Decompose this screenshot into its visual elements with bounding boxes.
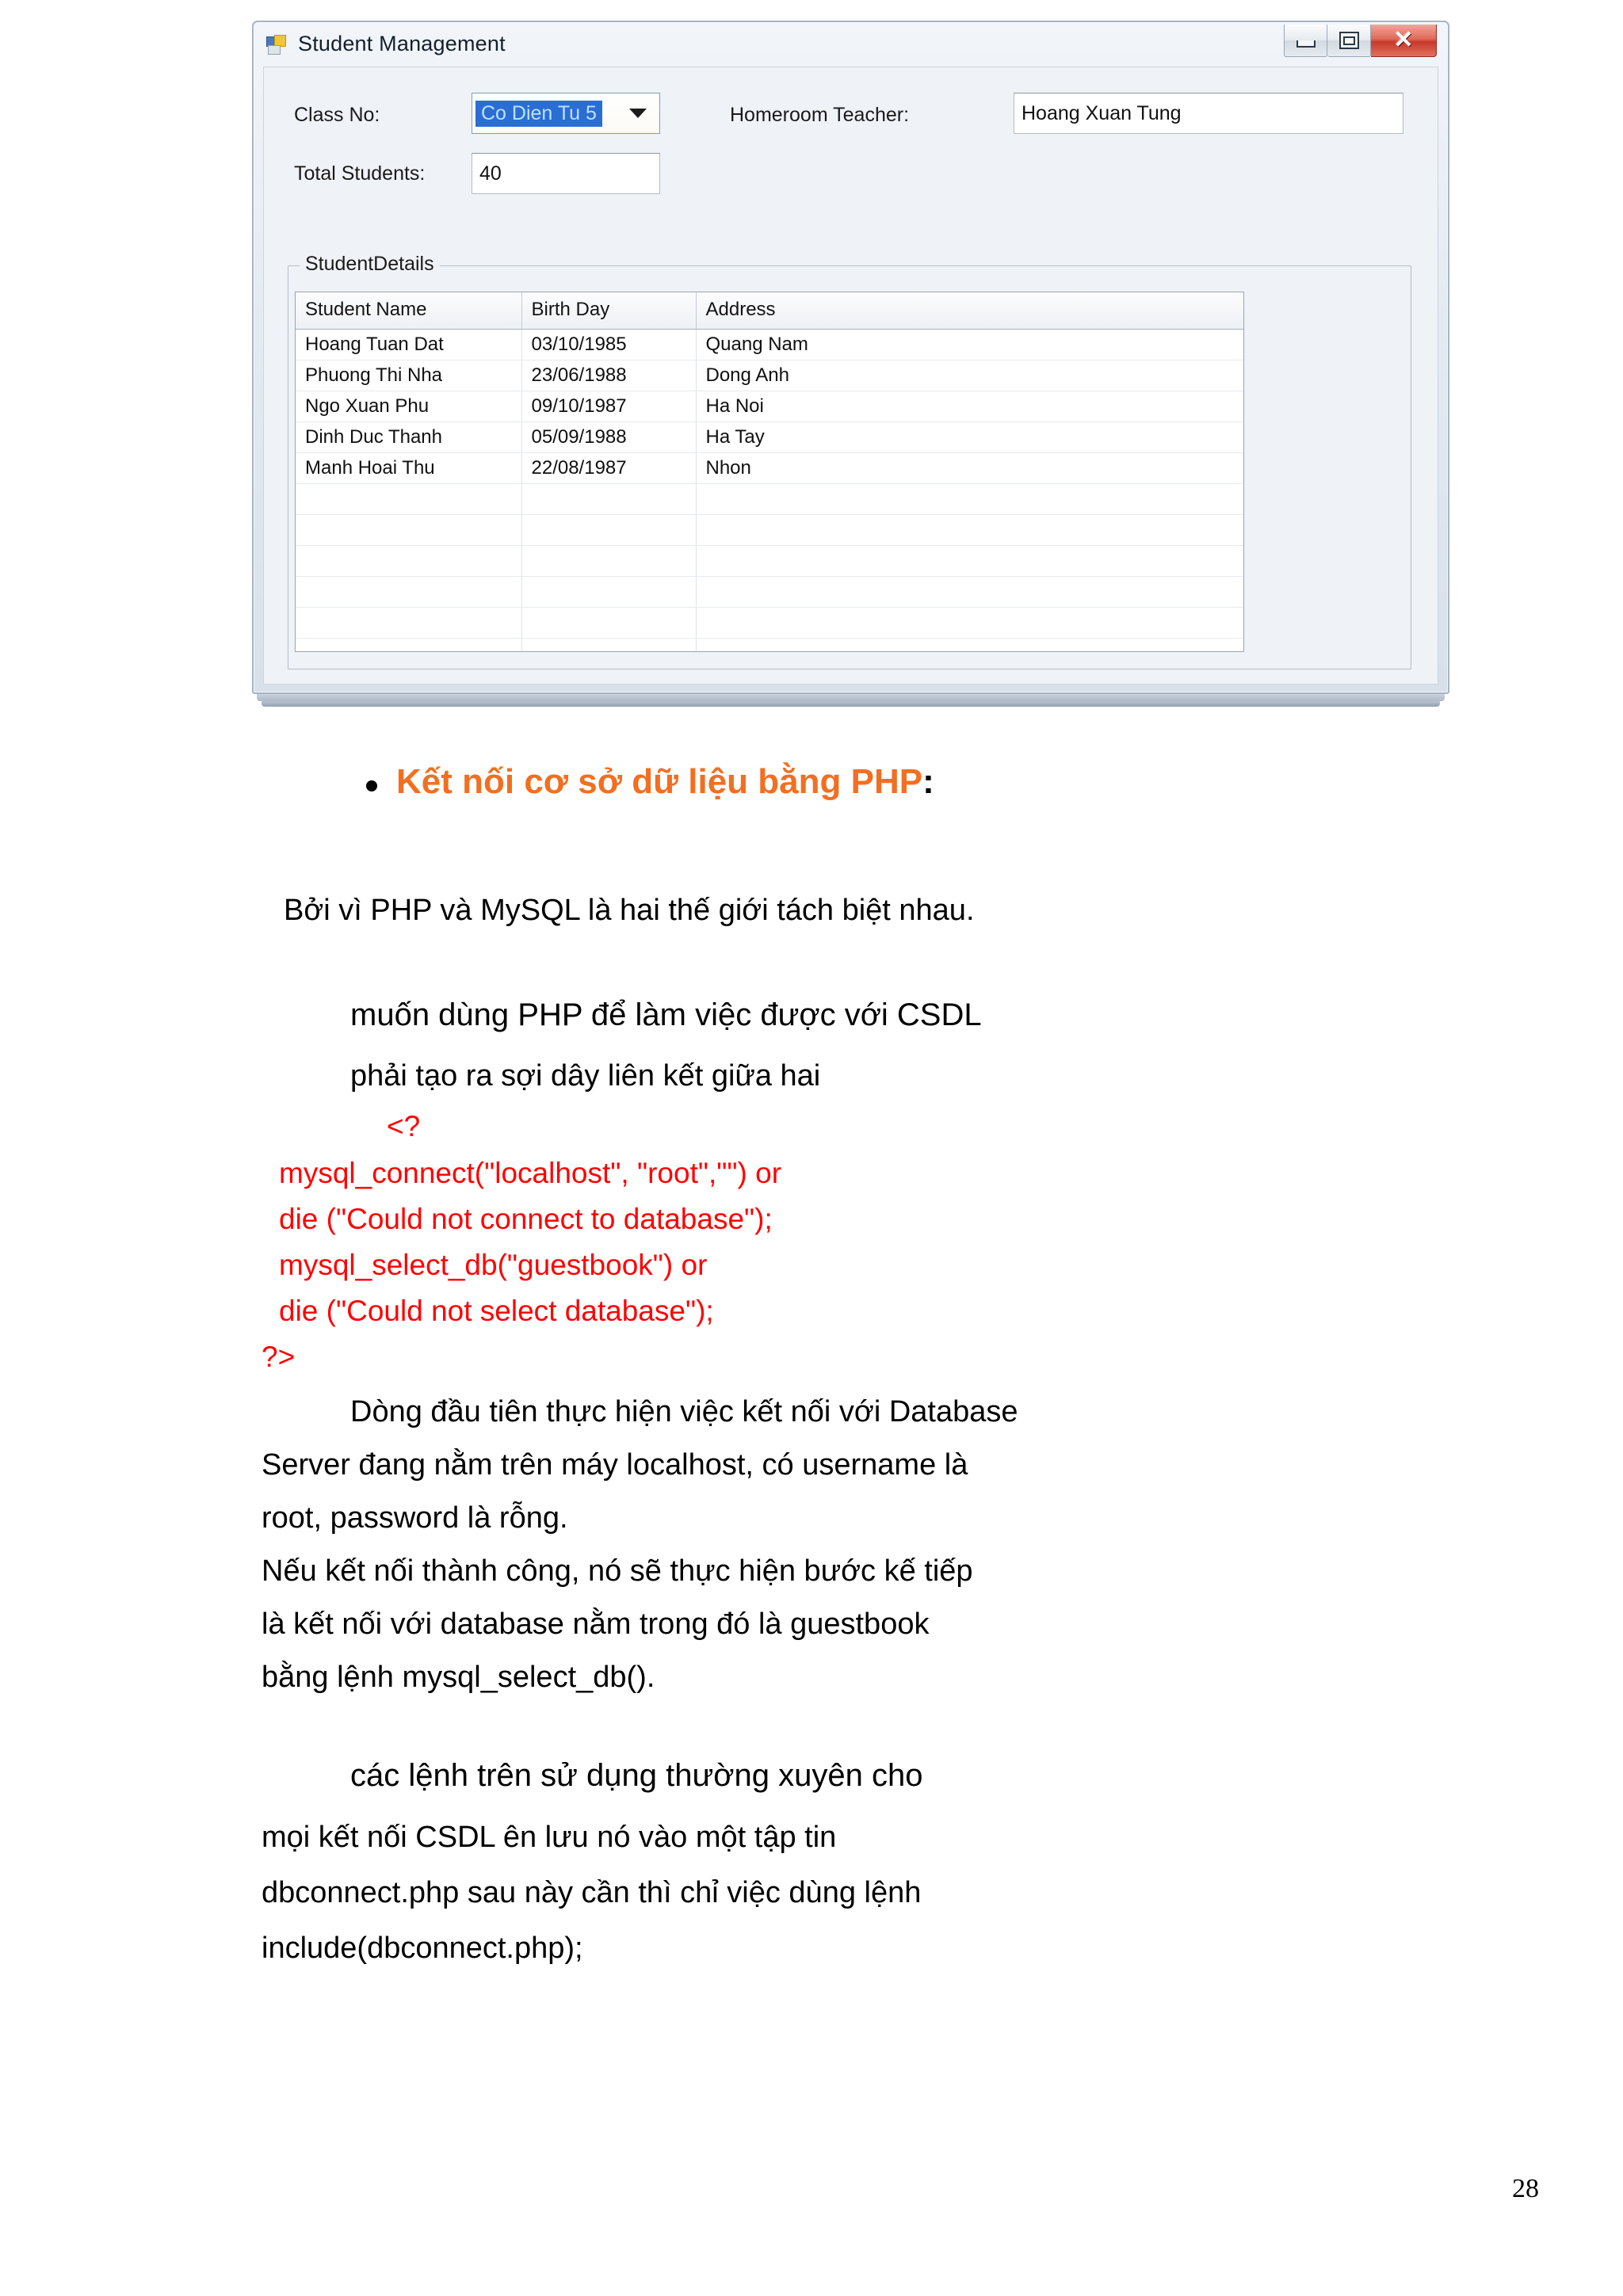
table-header-row	[296, 292, 1243, 330]
window-client-area	[263, 67, 1438, 685]
chevron-down-icon[interactable]	[629, 109, 647, 118]
minimize-button[interactable]	[1284, 25, 1327, 57]
cell-student-name[interactable]	[296, 546, 521, 577]
total-students-input[interactable]: 40	[472, 153, 660, 194]
cell-address[interactable]	[696, 639, 1243, 653]
cell-birth-day[interactable]: 09/10/1987	[521, 391, 696, 422]
app-screenshot	[252, 21, 1449, 718]
cell-birth-day[interactable]: 05/09/1988	[521, 422, 696, 453]
paragraph-3-line-3: root, password là rỗng.	[262, 1501, 568, 1535]
cell-address[interactable]	[696, 515, 1243, 546]
student-details-grid[interactable]	[295, 292, 1244, 652]
class-no-value: Co Dien Tu 5	[475, 101, 602, 127]
student-details-groupbox	[288, 253, 1411, 669]
table-row-empty[interactable]	[296, 546, 1243, 577]
paragraph-4-line-4: include(dbconnect.php);	[262, 1932, 583, 1965]
cell-address[interactable]	[696, 577, 1243, 608]
paragraph-3-line-6: bằng lệnh mysql_select_db().	[262, 1661, 655, 1694]
cell-address[interactable]	[696, 484, 1243, 515]
cell-student-name[interactable]: Phuong Thi Nha	[296, 360, 521, 391]
cell-student-name[interactable]	[296, 515, 521, 546]
maximize-icon	[1339, 32, 1359, 49]
column-header-student-name[interactable]: Student Name	[296, 292, 521, 330]
table-body	[296, 330, 1243, 653]
cell-address[interactable]: Nhon	[696, 453, 1243, 484]
paragraph-3-line-2: Server đang nằm trên máy localhost, có username là	[262, 1448, 968, 1482]
column-header-address[interactable]: Address	[696, 292, 1243, 330]
cell-birth-day[interactable]: 22/08/1987	[521, 453, 696, 484]
table-row[interactable]	[296, 422, 1243, 453]
paragraph-3-line-4: Nếu kết nối thành công, nó sẽ thực hiện bước kế tiếp	[262, 1554, 973, 1588]
table-row[interactable]	[296, 360, 1243, 391]
section-heading-colon: :	[922, 762, 934, 801]
cell-student-name[interactable]	[296, 577, 521, 608]
cell-address[interactable]: Dong Anh	[696, 360, 1243, 391]
cell-student-name[interactable]: Ngo Xuan Phu	[296, 391, 521, 422]
cell-birth-day[interactable]: 23/06/1988	[521, 360, 696, 391]
homeroom-teacher-input[interactable]: Hoang Xuan Tung	[1014, 93, 1403, 134]
class-no-label: Class No:	[294, 104, 380, 126]
paragraph-4-line-2: mọi kết nối CSDL ên lưu nó vào một tập tin	[262, 1821, 837, 1854]
maximize-button[interactable]	[1327, 25, 1371, 57]
table-row[interactable]	[296, 453, 1243, 484]
window-shadow-edge-bottom	[262, 701, 1440, 707]
paragraph-3-line-5: là kết nối với database nằm trong đó là guestbook	[262, 1608, 930, 1641]
form-app-icon	[266, 35, 287, 55]
table-row[interactable]	[296, 391, 1243, 422]
code-line-6: ?>	[262, 1341, 296, 1373]
cell-birth-day[interactable]	[521, 546, 696, 577]
minimize-icon	[1296, 40, 1316, 48]
paragraph-4-line-1: các lệnh trên sử dụng thường xuyên cho	[350, 1758, 923, 1793]
student-details-title: StudentDetails	[300, 253, 440, 276]
close-icon: ✕	[1393, 27, 1414, 53]
section-heading	[396, 763, 1426, 801]
total-students-label: Total Students:	[294, 162, 426, 185]
cell-address[interactable]: Ha Tay	[696, 422, 1243, 453]
paragraph-2-line-2: phải tạo ra sợi dây liên kết giữa hai	[350, 1059, 821, 1093]
paragraph-3-line-1: Dòng đầu tiên thực hiện việc kết nối với Database	[350, 1395, 1018, 1428]
cell-student-name[interactable]: Manh Hoai Thu	[296, 453, 521, 484]
window-titlebar[interactable]	[254, 22, 1448, 67]
class-no-combobox[interactable]	[472, 93, 660, 134]
table-row-empty[interactable]	[296, 639, 1243, 653]
code-line-1: <?	[387, 1110, 421, 1142]
student-management-window	[252, 21, 1449, 694]
cell-student-name[interactable]	[296, 484, 521, 515]
code-line-4: mysql_select_db("guestbook") or	[279, 1249, 708, 1281]
window-controls	[1284, 25, 1437, 57]
table-row-empty[interactable]	[296, 484, 1243, 515]
cell-birth-day[interactable]	[521, 484, 696, 515]
column-header-birth-day[interactable]: Birth Day	[521, 292, 696, 330]
cell-birth-day[interactable]	[521, 608, 696, 639]
paragraph-1: Bởi vì PHP và MySQL là hai thế giới tách biệt nhau.	[284, 894, 975, 927]
code-line-2: mysql_connect("localhost", "root","") or	[279, 1157, 782, 1189]
paragraph-2-line-1: muốn dùng PHP để làm việc được với CSDL	[350, 997, 982, 1032]
window-shadow-edge-top	[257, 694, 1445, 701]
code-line-5: die ("Could not select database");	[279, 1295, 714, 1327]
cell-student-name[interactable]: Hoang Tuan Dat	[296, 330, 521, 360]
cell-birth-day[interactable]	[521, 639, 696, 653]
cell-birth-day[interactable]	[521, 515, 696, 546]
cell-address[interactable]: Quang Nam	[696, 330, 1243, 360]
table-row-empty[interactable]	[296, 577, 1243, 608]
cell-student-name[interactable]	[296, 639, 521, 653]
table-row-empty[interactable]	[296, 515, 1243, 546]
paragraph-4-line-3: dbconnect.php sau này cần thì chỉ việc dùng lệnh	[262, 1876, 922, 1909]
table-row[interactable]	[296, 330, 1243, 360]
cell-address[interactable]: Ha Noi	[696, 391, 1243, 422]
student-table	[296, 292, 1243, 652]
bullet-point-icon	[366, 780, 377, 791]
section-heading-text: Kết nối cơ sở dữ liệu bằng PHP	[396, 762, 923, 801]
cell-birth-day[interactable]	[521, 577, 696, 608]
homeroom-teacher-label: Homeroom Teacher:	[730, 104, 910, 126]
cell-student-name[interactable]	[296, 608, 521, 639]
page-number: 28	[1512, 2174, 1539, 2203]
window-title: Student Management	[298, 32, 506, 55]
table-row-empty[interactable]	[296, 608, 1243, 639]
cell-address[interactable]	[696, 608, 1243, 639]
code-line-3: die ("Could not connect to database");	[279, 1203, 773, 1235]
cell-student-name[interactable]: Dinh Duc Thanh	[296, 422, 521, 453]
cell-address[interactable]	[696, 546, 1243, 577]
close-button[interactable]	[1371, 25, 1437, 57]
cell-birth-day[interactable]: 03/10/1985	[521, 330, 696, 360]
